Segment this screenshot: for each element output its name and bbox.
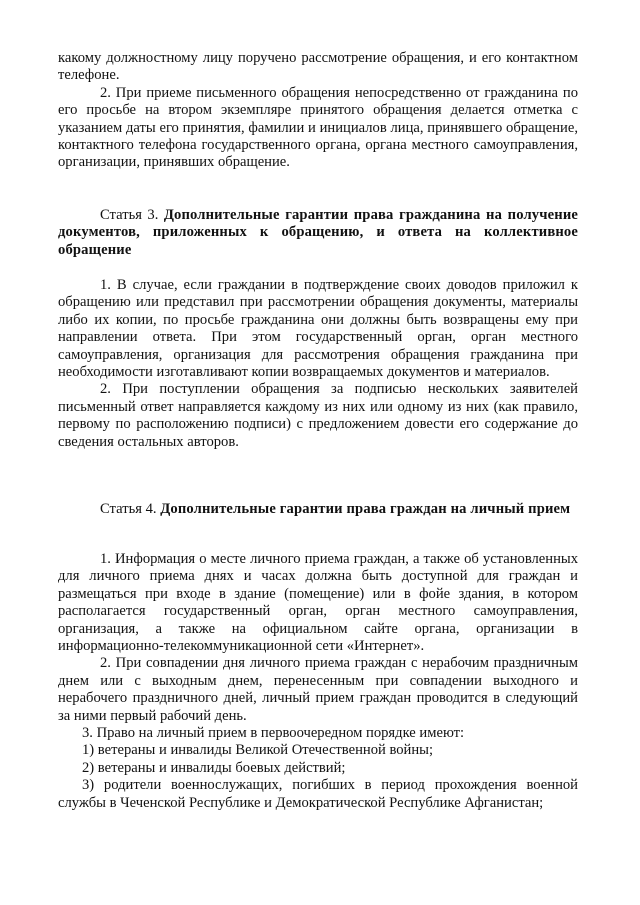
article-2-paragraph-2: 2. При приеме письменного обращения непосредственно от гражданина по его просьбе на втором экземпляре принятого обращения делается отметка с указанием даты его принятия, фамилии и инициалов лица, принявшего обращение, контактного телефона государственного органа, органа местного самоуправления, организации, принявших обращение. — [58, 84, 578, 171]
article-2-continuation — [58, 50, 578, 172]
article-4-title: Дополнительные гарантии права граждан на личный прием — [160, 501, 571, 517]
article-3-heading-text — [58, 207, 578, 259]
article-4-paragraph-1: 1. Информация о месте личного приема граждан, а также об установленных для личного приема днях и часах должна быть доступной для граждан и размещаться при входе в здание (помещение) или в фойе здания, в котором располагается государственный орган, орган местного самоуправления, организация, а также на официальном сайте органа, организации в информационно-телекоммуникационной сети «Интернет». — [58, 551, 578, 655]
list-item: 1) ветераны и инвалиды Великой Отечественной войны; — [82, 742, 434, 759]
article-3-paragraph-1: 1. В случае, если граждании в подтверждение своих доводов приложил к обращению или представил при рассмотрении обращения документы, материалы либо их копии, по просьбе гражданина они должны быть возвращены ему при направлении ответа. При этом государственный орган, орган местного самоуправления, организация для рассмотрения обращения гражданина при необходимости изготавливают копии возвращаемых документов и материалов. — [58, 277, 578, 381]
list-item: 3) родители военнослужащих, погибших в период прохождения военной службы в Чеченской Республике и Демократической Республике Афганистан; — [58, 777, 578, 811]
article-3-paragraph-2: 2. При поступлении обращения за подписью нескольких заявителей письменный ответ направляется каждому из них или одному из них (как правило, первому по расположению подписи) с предложением довести его содержание до сведения остальных авторов. — [58, 381, 578, 450]
article-4-heading — [58, 501, 578, 518]
continuation-paragraph: какому должностному лицу поручено рассмотрение обращения, и его контактном телефоне. — [58, 50, 578, 84]
article-3-label: Статья 3. — [100, 207, 164, 223]
article-4-heading-text — [58, 501, 578, 518]
list-item: 2) ветераны и инвалиды боевых действий; — [82, 759, 346, 776]
article-4-label: Статья 4. — [100, 501, 161, 517]
article-4-body — [58, 551, 578, 812]
article-3-title: Дополнительные гарантии права гражданина на получение документов, приложенных к обращению, и ответа на коллективное обращение — [58, 207, 579, 258]
article-4-paragraph-2: 2. При совпадении дня личного приема граждан с нерабочим праздничным днем или с выходным днем, перенесенным при совпадении выходного и нерабочего праздничного дней, личный прием граждан проводится в следующий за ними первый рабочий день. — [58, 655, 578, 724]
article-3-heading — [58, 207, 578, 259]
article-4-paragraph-3: 3. Право на личный прием в первоочередном порядке имеют: — [82, 725, 465, 742]
article-3-body — [58, 277, 578, 451]
